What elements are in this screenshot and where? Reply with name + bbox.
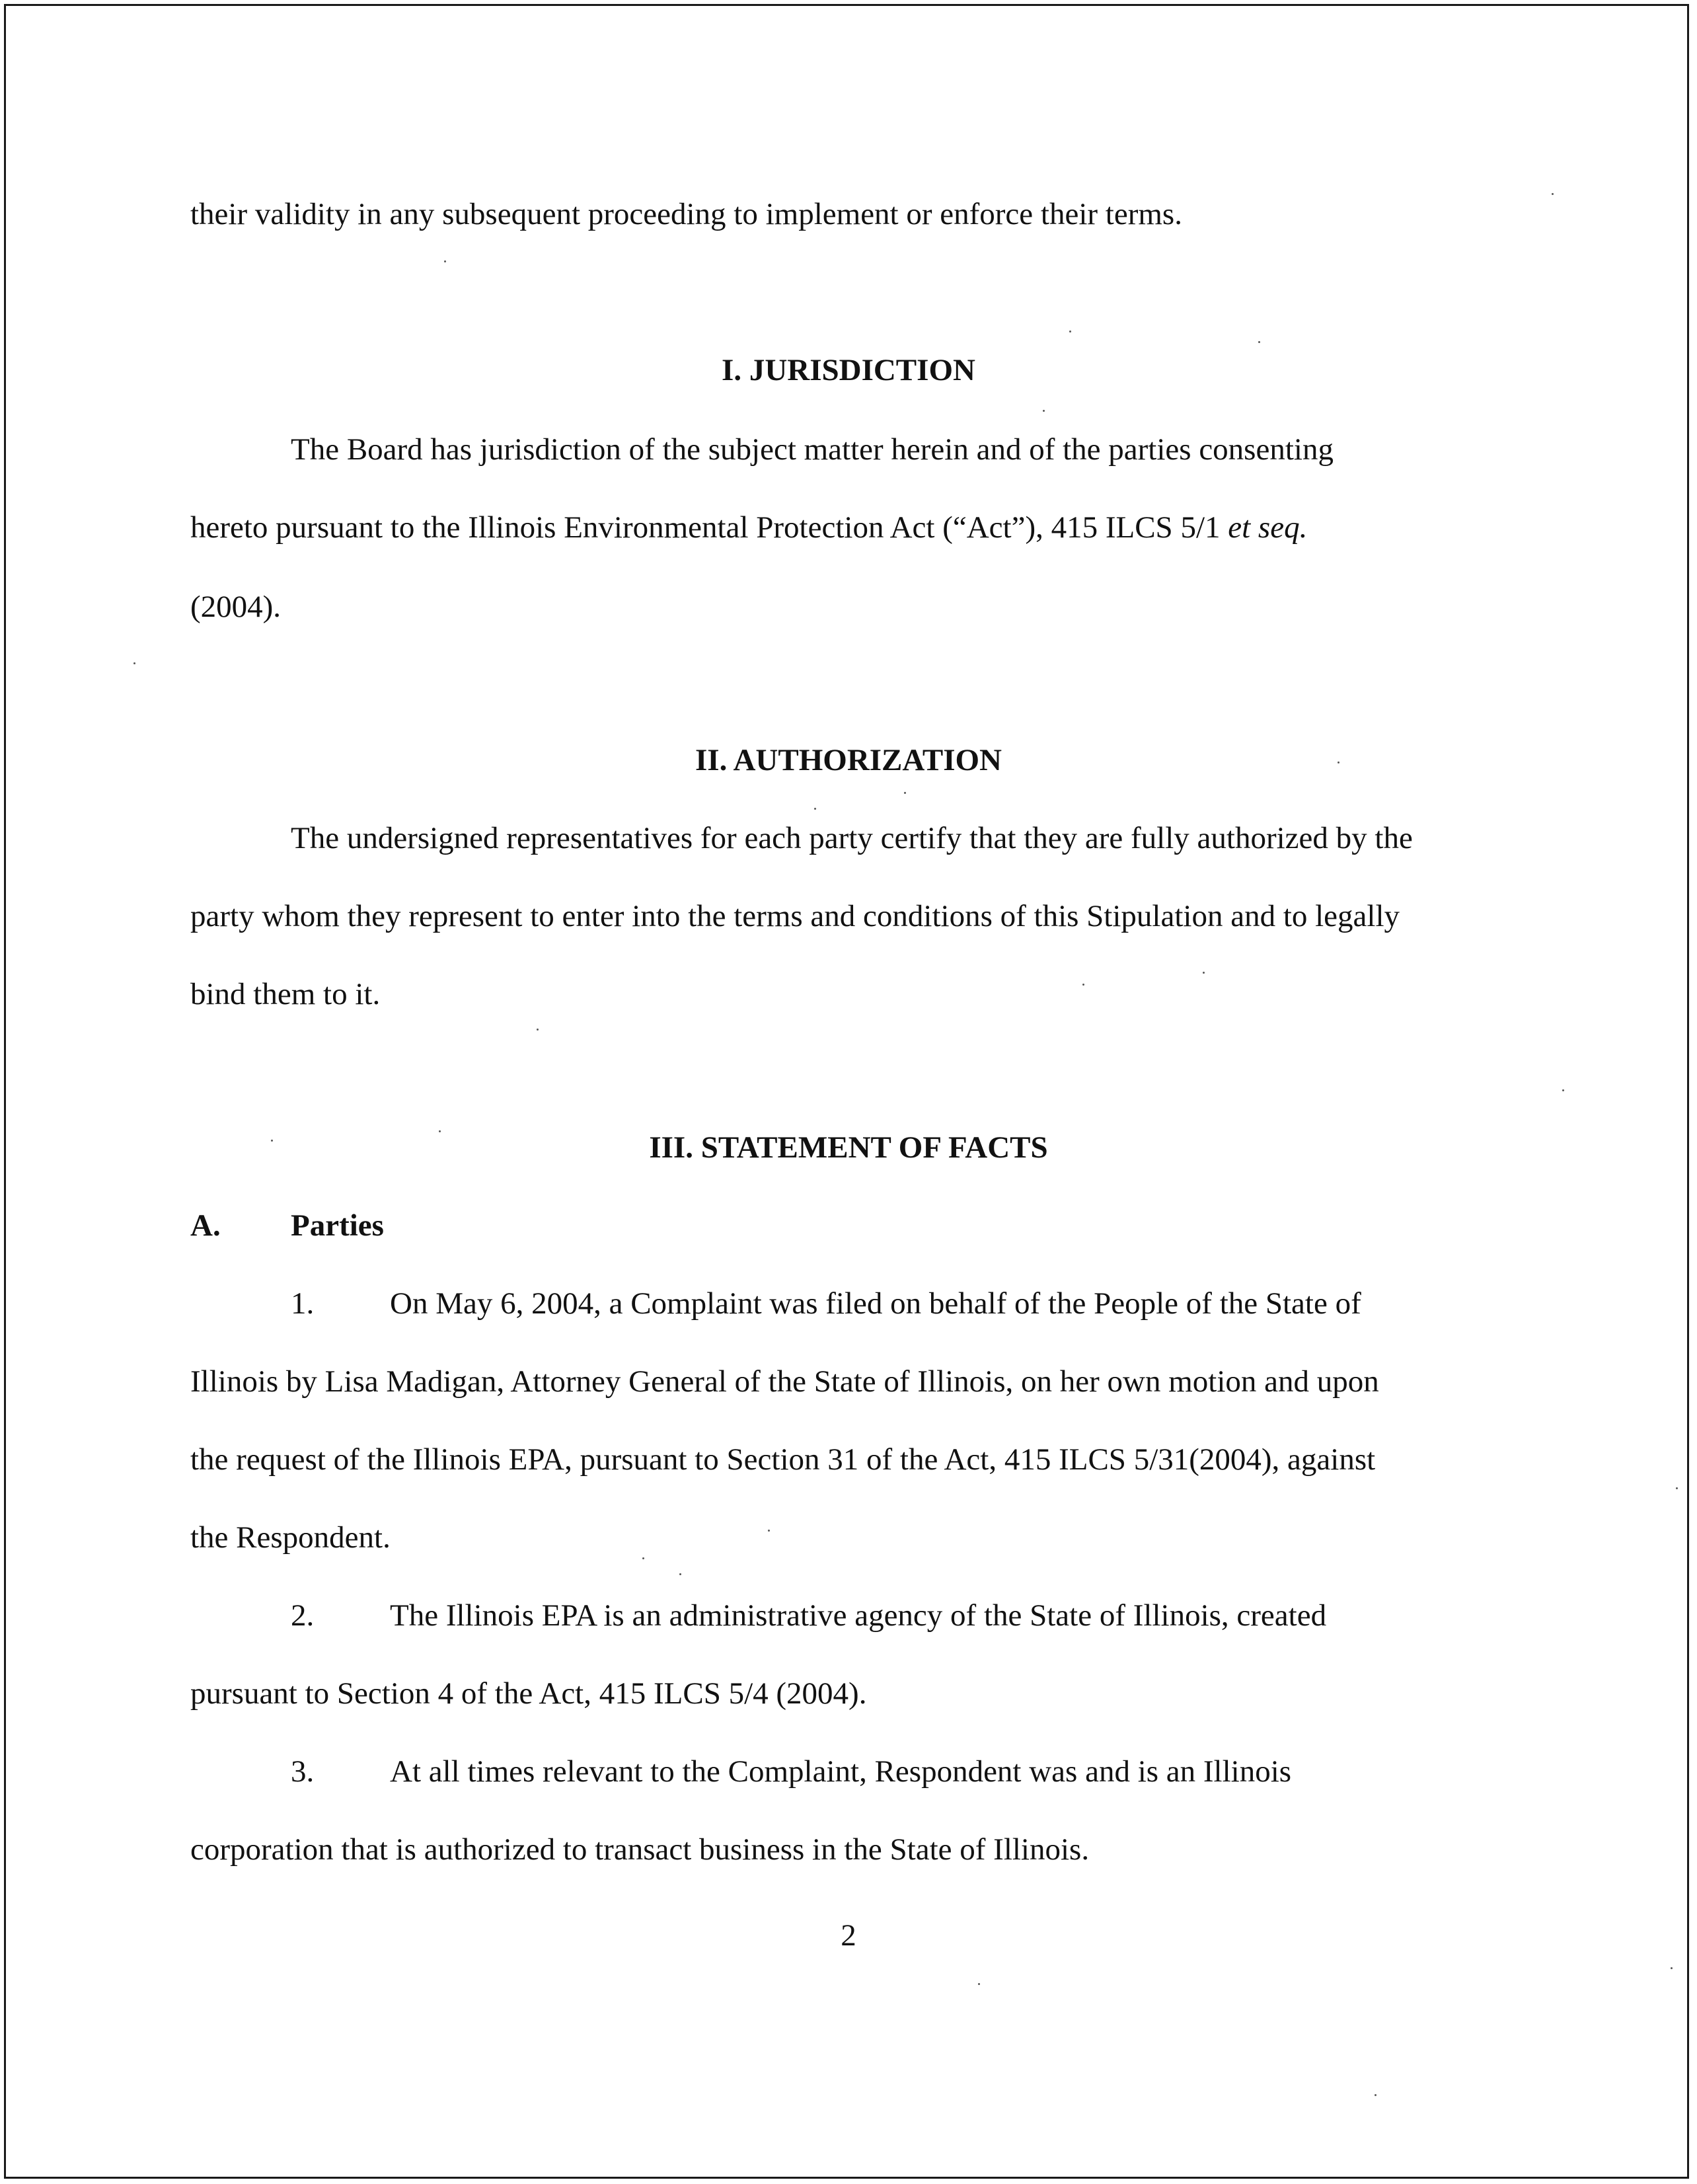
subsection-letter: A. [190, 1208, 221, 1243]
jurisdiction-line-2 [190, 509, 1307, 546]
subsection-title: Parties [291, 1208, 384, 1243]
scan-speck [1562, 1089, 1564, 1091]
page-number: 2 [841, 1918, 856, 1953]
jurisdiction-line-3: (2004). [190, 590, 282, 624]
scan-speck [1676, 1487, 1678, 1489]
item-2-line-1: The Illinois EPA is an administrative agency of the State of Illinois, created [390, 1598, 1327, 1633]
item-3-line-2: corporation that is authorized to transact business in the State of Illinois. [190, 1832, 1090, 1867]
jurisdiction-heading: I. JURISDICTION [722, 353, 975, 387]
scan-speck [1082, 984, 1084, 986]
scan-speck [904, 792, 906, 794]
item-number: 1. [291, 1286, 315, 1321]
item-1-line-1: On May 6, 2004, a Complaint was filed on behalf of the People of the State of [390, 1286, 1361, 1321]
scan-speck [133, 662, 135, 664]
scan-speck [679, 1573, 681, 1575]
item-number: 3. [291, 1754, 315, 1789]
scan-speck [1203, 972, 1205, 974]
scan-speck [978, 1983, 980, 1985]
authorization-line-1: The undersigned representatives for each party certify that they are fully authorized by the [291, 821, 1413, 855]
item-1-line-3: the request of the Illinois EPA, pursuant to Section 31 of the Act, 415 ILCS 5/31(2004), against [190, 1442, 1376, 1477]
item-1-line-2: Illinois by Lisa Madigan, Attorney General of the State of Illinois, on her own motion and upon [190, 1364, 1379, 1399]
scan-speck [814, 808, 816, 810]
authorization-line-3: bind them to it. [190, 977, 381, 1011]
scan-speck [642, 1557, 644, 1559]
item-3-line-1: At all times relevant to the Complaint, Respondent was and is an Illinois [390, 1754, 1292, 1789]
scan-speck [1043, 410, 1045, 412]
scan-speck [444, 260, 446, 262]
continuation-line: their validity in any subsequent proceeding to implement or enforce their terms. [190, 197, 1182, 231]
item-1-line-4: the Respondent. [190, 1520, 391, 1555]
item-number: 2. [291, 1598, 315, 1633]
scan-speck [1069, 331, 1071, 332]
scan-speck [537, 1029, 539, 1031]
authorization-heading: II. AUTHORIZATION [695, 743, 1002, 777]
et-seq-citation: et seq. [1228, 510, 1308, 545]
item-2-line-2: pursuant to Section 4 of the Act, 415 ILCS 5/4 (2004). [190, 1676, 867, 1711]
scan-speck [1552, 193, 1554, 195]
jurisdiction-line-2-text: hereto pursuant to the Illinois Environmental Protection Act (“Act”), 415 ILCS 5/1 [190, 510, 1228, 545]
authorization-line-2: party whom they represent to enter into the terms and conditions of this Stipulation and to legally [190, 899, 1400, 933]
jurisdiction-line-1: The Board has jurisdiction of the subject matter herein and of the parties consenting [291, 432, 1334, 467]
facts-heading: III. STATEMENT OF FACTS [649, 1130, 1048, 1165]
scan-speck [1375, 2094, 1376, 2096]
scan-speck [1258, 341, 1260, 343]
scan-speck [1671, 1967, 1673, 1969]
scan-speck [768, 1530, 770, 1532]
